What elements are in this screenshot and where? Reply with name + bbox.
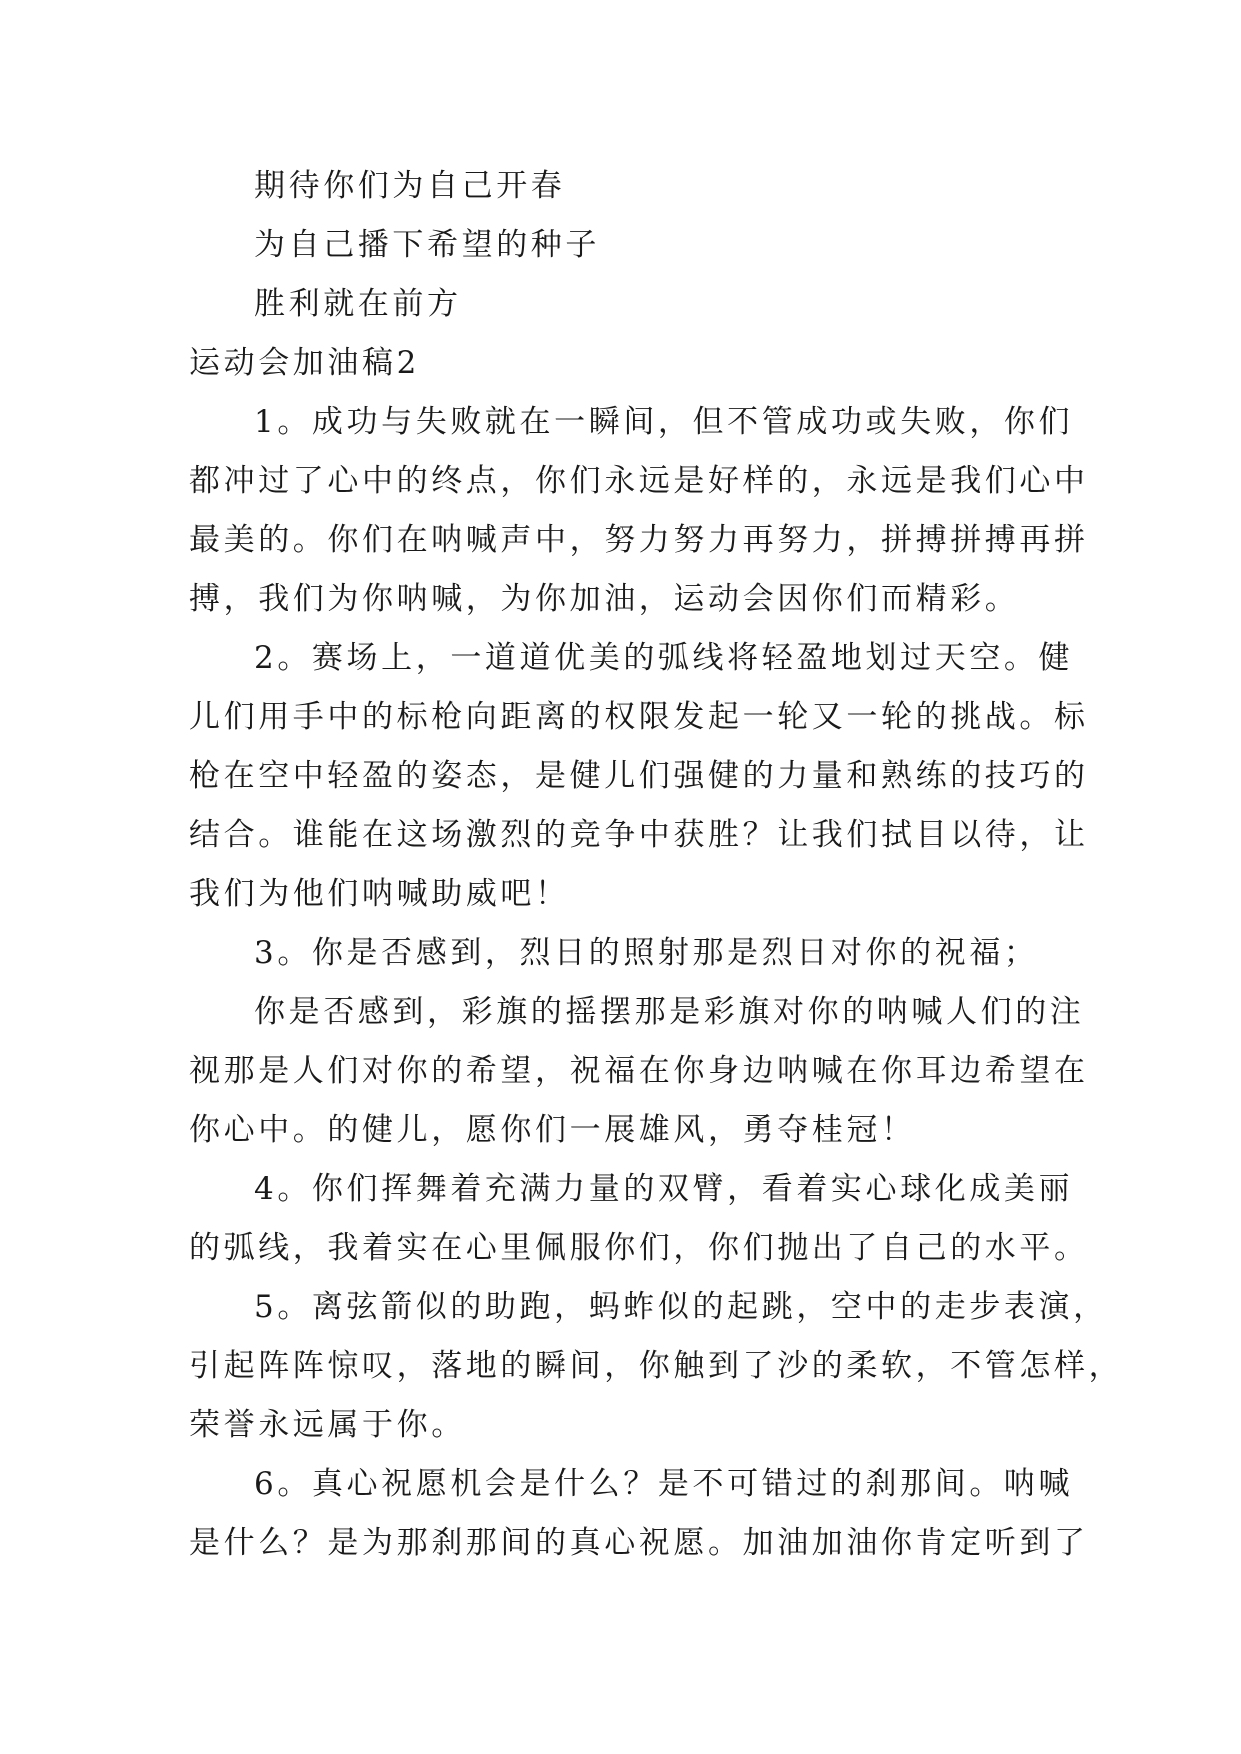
paragraph-line: 引起阵阵惊叹，落地的瞬间，你触到了沙的柔软，不管怎样， bbox=[189, 1348, 1124, 1384]
paragraph-line: 1。成功与失败就在一瞬间，但不管成功或失败，你们 bbox=[254, 404, 1074, 440]
paragraph-line: 是什么？是为那刹那间的真心祝愿。加油加油你肯定听到了 bbox=[189, 1525, 1089, 1561]
paragraph-line: 我们为他们呐喊助威吧！ bbox=[189, 876, 570, 912]
paragraph-line: 搏，我们为你呐喊，为你加油，运动会因你们而精彩。 bbox=[189, 581, 1020, 617]
paragraph-line: 6。真心祝愿机会是什么？是不可错过的刹那间。呐喊 bbox=[254, 1466, 1074, 1502]
section-title: 运动会加油稿2 bbox=[189, 345, 420, 381]
paragraph-line: 视那是人们对你的希望，祝福在你身边呐喊在你耳边希望在 bbox=[189, 1053, 1089, 1089]
paragraph-line: 荣誉永远属于你。 bbox=[189, 1407, 466, 1443]
poem-line: 期待你们为自己开春 bbox=[254, 168, 566, 204]
paragraph-line: 2。赛场上，一道道优美的弧线将轻盈地划过天空。健 bbox=[254, 640, 1074, 676]
paragraph-line: 的弧线，我着实在心里佩服你们，你们抛出了自己的水平。 bbox=[189, 1230, 1089, 1266]
paragraph-line: 4。你们挥舞着充满力量的双臂，看着实心球化成美丽 bbox=[254, 1171, 1074, 1207]
poem-line: 为自己播下希望的种子 bbox=[254, 227, 600, 263]
paragraph-line: 3。你是否感到，烈日的照射那是烈日对你的祝福； bbox=[254, 935, 1039, 971]
paragraph-line: 都冲过了心中的终点，你们永远是好样的，永远是我们心中 bbox=[189, 463, 1089, 499]
paragraph-line: 你是否感到，彩旗的摇摆那是彩旗对你的呐喊人们的注 bbox=[254, 994, 1085, 1030]
paragraph-line: 儿们用手中的标枪向距离的权限发起一轮又一轮的挑战。标 bbox=[189, 699, 1089, 735]
paragraph-line: 枪在空中轻盈的姿态，是健儿们强健的力量和熟练的技巧的 bbox=[189, 758, 1089, 794]
poem-line: 胜利就在前方 bbox=[254, 286, 462, 322]
paragraph-line: 你心中。的健儿，愿你们一展雄风，勇夺桂冠！ bbox=[189, 1112, 916, 1148]
paragraph-line: 结合。谁能在这场激烈的竞争中获胜？让我们拭目以待，让 bbox=[189, 817, 1089, 853]
paragraph-line: 5。离弦箭似的助跑，蚂蚱似的起跳，空中的走步表演， bbox=[254, 1289, 1108, 1325]
paragraph-line: 最美的。你们在呐喊声中，努力努力再努力，拼搏拼搏再拼 bbox=[189, 522, 1089, 558]
